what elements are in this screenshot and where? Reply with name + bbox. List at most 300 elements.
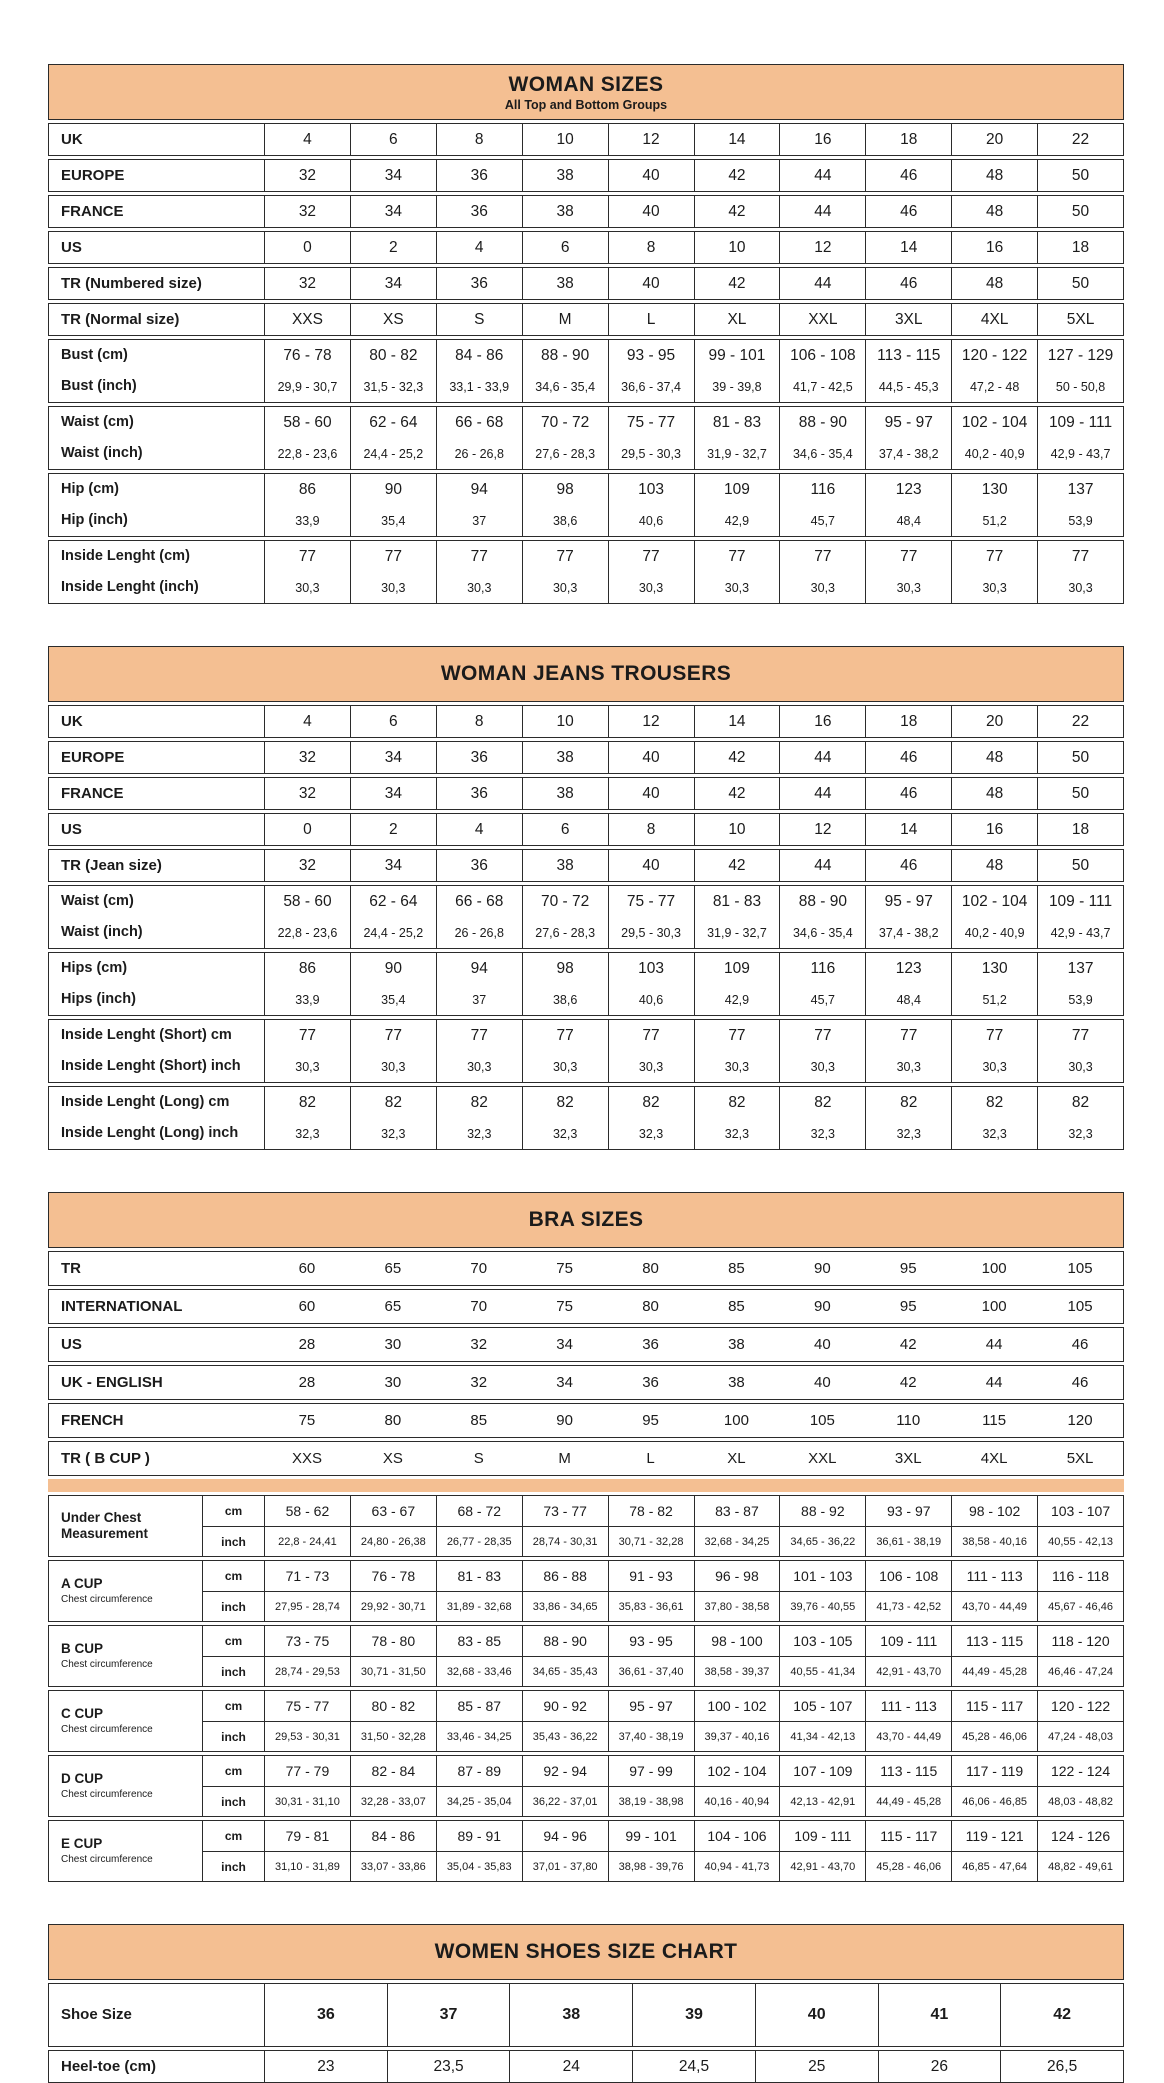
size-value-cell: 29,5 - 30,3 bbox=[608, 438, 694, 469]
size-value-cell: 111 - 113 bbox=[951, 1561, 1037, 1591]
size-value-cell: 29,92 - 30,71 bbox=[350, 1591, 436, 1621]
row-label-primary: Hip (cm) bbox=[61, 481, 119, 498]
size-value-cell: 30 bbox=[384, 1336, 402, 1353]
unit-cell-cm: cm bbox=[202, 1821, 264, 1851]
size-value-cell: 42 bbox=[694, 268, 780, 299]
size-value-cell: 50 bbox=[1037, 742, 1123, 773]
row-label-primary: Inside Lenght (Long) cm bbox=[61, 1094, 230, 1111]
unit-cell-inch: inch bbox=[202, 1786, 264, 1816]
size-value-cell: 30,3 bbox=[1037, 1051, 1123, 1082]
size-value-cell: 45,7 bbox=[779, 984, 865, 1015]
size-value-cell: 6 bbox=[522, 814, 608, 845]
size-value-cell: 90 bbox=[350, 474, 436, 505]
size-value-cell: 40 bbox=[608, 778, 694, 809]
size-value-cell: 84 - 86 bbox=[350, 1821, 436, 1851]
size-value-cell: 38,6 bbox=[522, 505, 608, 536]
size-value-cell: 40 bbox=[608, 850, 694, 881]
size-value-cell: 123 bbox=[865, 474, 951, 505]
size-value-cell: 60 bbox=[298, 1260, 316, 1277]
size-value-cell: 32 bbox=[264, 268, 350, 299]
size-value-cell: 30,3 bbox=[436, 572, 522, 603]
row-label-secondary: Chest circumference bbox=[61, 1724, 153, 1735]
row-label: FRENCH bbox=[61, 1411, 124, 1429]
size-value-cell: 31,9 - 32,7 bbox=[694, 917, 780, 948]
size-value-cell: 50 - 50,8 bbox=[1037, 371, 1123, 402]
row-label bbox=[49, 1756, 202, 1816]
size-value-cell: 39,37 - 40,16 bbox=[694, 1721, 780, 1751]
size-value-cell: 111 - 113 bbox=[865, 1691, 951, 1721]
size-value-cell: 77 bbox=[436, 541, 522, 572]
row-label-secondary: Hip (inch) bbox=[61, 512, 128, 529]
under-chest-measurement-row bbox=[48, 1495, 1124, 1557]
international-row bbox=[48, 1289, 1124, 1324]
size-value-cell: 34 bbox=[350, 160, 436, 191]
size-value-cell: 42,13 - 42,91 bbox=[779, 1786, 865, 1816]
size-value-cell: 44 bbox=[779, 268, 865, 299]
size-value-cell: 46 bbox=[865, 268, 951, 299]
size-value-cell: 46 bbox=[865, 850, 951, 881]
size-value-cell: 37,01 - 37,80 bbox=[522, 1851, 608, 1881]
e-cup-row bbox=[48, 1820, 1124, 1882]
size-value-cell: 10 bbox=[694, 232, 780, 263]
size-value-cell: 27,6 - 28,3 bbox=[522, 917, 608, 948]
row-label: Heel-toe (cm) bbox=[61, 2057, 157, 2075]
size-value-cell: 104 - 106 bbox=[694, 1821, 780, 1851]
size-value-cell: 42,91 - 43,70 bbox=[779, 1851, 865, 1881]
row-label bbox=[49, 1691, 202, 1751]
size-value-cell: 32,28 - 33,07 bbox=[350, 1786, 436, 1816]
size-value-cell: 58 - 60 bbox=[264, 407, 350, 438]
size-value-cell: 45,28 - 46,06 bbox=[951, 1721, 1037, 1751]
size-value-cell: 130 bbox=[951, 953, 1037, 984]
size-value-cell: 33,07 - 33,86 bbox=[350, 1851, 436, 1881]
size-value-cell: 95 bbox=[899, 1260, 917, 1277]
size-value-cell: 16 bbox=[951, 814, 1037, 845]
row-label-primary: Bust (cm) bbox=[61, 347, 128, 364]
size-value-cell: 40 bbox=[755, 1984, 878, 2046]
size-value-cell: 117 - 119 bbox=[951, 1756, 1037, 1786]
size-value-cell: 44 bbox=[779, 196, 865, 227]
size-value-cell: 109 - 111 bbox=[1037, 407, 1123, 438]
size-value-cell: 60 bbox=[298, 1298, 316, 1315]
row-label-primary: Waist (cm) bbox=[61, 414, 134, 431]
row-label-secondary: Waist (inch) bbox=[61, 445, 143, 462]
france-row bbox=[48, 195, 1124, 228]
size-value-cell: 62 - 64 bbox=[350, 407, 436, 438]
size-value-cell: 83 - 87 bbox=[694, 1496, 780, 1526]
row-label bbox=[49, 1087, 264, 1149]
size-value-cell: 66 - 68 bbox=[436, 407, 522, 438]
size-value-cell: 46 bbox=[865, 196, 951, 227]
size-value-cell: 73 - 77 bbox=[522, 1496, 608, 1526]
size-value-cell: 36 bbox=[436, 850, 522, 881]
size-value-cell: 42 bbox=[694, 742, 780, 773]
size-value-cell: 44 bbox=[779, 850, 865, 881]
size-value-cell: 30,31 - 31,10 bbox=[264, 1786, 350, 1816]
size-value-cell: 24 bbox=[509, 2051, 632, 2082]
size-value-cell: 82 bbox=[522, 1087, 608, 1118]
size-value-cell: 77 bbox=[522, 1020, 608, 1051]
size-value-cell: 93 - 95 bbox=[608, 1626, 694, 1656]
size-value-cell: 44,49 - 45,28 bbox=[951, 1656, 1037, 1686]
size-value-cell: 35,83 - 36,61 bbox=[608, 1591, 694, 1621]
size-value-cell: 42,91 - 43,70 bbox=[865, 1656, 951, 1686]
size-value-cell: 20 bbox=[951, 706, 1037, 737]
size-value-cell: 77 bbox=[522, 541, 608, 572]
size-value-cell: 38 bbox=[522, 160, 608, 191]
size-value-cell: 32,3 bbox=[264, 1118, 350, 1149]
unit-cell-cm: cm bbox=[202, 1496, 264, 1526]
size-value-cell: 47,24 - 48,03 bbox=[1037, 1721, 1123, 1751]
unit-cell-cm: cm bbox=[202, 1691, 264, 1721]
size-value-cell: XXL bbox=[779, 304, 865, 335]
french-row bbox=[48, 1403, 1124, 1438]
size-value-cell: 32 bbox=[264, 850, 350, 881]
size-value-cell: 82 bbox=[436, 1087, 522, 1118]
bra-sizes-title: BRA SIZES bbox=[528, 1208, 644, 1231]
size-value-cell: 84 - 86 bbox=[436, 340, 522, 371]
row-label bbox=[49, 1020, 264, 1082]
size-value-cell: 27,95 - 28,74 bbox=[264, 1591, 350, 1621]
size-value-cell: 90 bbox=[350, 953, 436, 984]
size-value-cell: 90 - 92 bbox=[522, 1691, 608, 1721]
size-value-cell: 120 - 122 bbox=[951, 340, 1037, 371]
size-value-cell: 44 bbox=[779, 160, 865, 191]
size-value-cell: 77 bbox=[1037, 1020, 1123, 1051]
size-value-cell: 18 bbox=[865, 124, 951, 155]
size-value-cell: 137 bbox=[1037, 474, 1123, 505]
row-label: TR (Jean size) bbox=[61, 856, 162, 874]
size-value-cell: 76 - 78 bbox=[350, 1561, 436, 1591]
size-value-cell: 77 bbox=[779, 541, 865, 572]
size-value-cell: 32,3 bbox=[779, 1118, 865, 1149]
row-label bbox=[49, 886, 264, 948]
size-value-cell: 48 bbox=[951, 850, 1037, 881]
size-value-cell: 46,46 - 47,24 bbox=[1037, 1656, 1123, 1686]
size-value-cell: 35,43 - 36,22 bbox=[522, 1721, 608, 1751]
size-value-cell: 50 bbox=[1037, 196, 1123, 227]
size-value-cell: 103 - 105 bbox=[779, 1626, 865, 1656]
size-value-cell: 4 bbox=[436, 814, 522, 845]
woman-jeans-trousers-title: WOMAN JEANS TROUSERS bbox=[440, 662, 732, 685]
size-value-cell: 34 bbox=[350, 778, 436, 809]
size-value-cell: 22,8 - 23,6 bbox=[264, 438, 350, 469]
row-label-secondary: Inside Lenght (Short) inch bbox=[61, 1058, 241, 1075]
size-value-cell: 81 - 83 bbox=[694, 886, 780, 917]
row-label: UK bbox=[61, 130, 83, 148]
size-value-cell: 45,28 - 46,06 bbox=[865, 1851, 951, 1881]
size-value-cell: 42 bbox=[899, 1336, 917, 1353]
size-value-cell: 30,3 bbox=[865, 1051, 951, 1082]
size-value-cell: 23,5 bbox=[387, 2051, 510, 2082]
size-value-cell: 44,49 - 45,28 bbox=[865, 1786, 951, 1816]
d-cup-row bbox=[48, 1755, 1124, 1817]
woman-jeans-trousers-header bbox=[48, 646, 1124, 702]
size-value-cell: 102 - 104 bbox=[951, 407, 1037, 438]
size-value-cell: 113 - 115 bbox=[865, 340, 951, 371]
row-label bbox=[49, 407, 264, 469]
size-value-cell: 50 bbox=[1037, 160, 1123, 191]
size-value-cell: 36 bbox=[642, 1374, 659, 1391]
size-value-cell: 34 bbox=[350, 850, 436, 881]
size-value-cell: 82 bbox=[865, 1087, 951, 1118]
size-value-cell: 82 bbox=[608, 1087, 694, 1118]
size-value-cell: 36,61 - 38,19 bbox=[865, 1526, 951, 1556]
tr-numbered-size-row bbox=[48, 267, 1124, 300]
size-value-cell: 48,4 bbox=[865, 505, 951, 536]
size-value-cell: 37 bbox=[436, 505, 522, 536]
size-value-cell: 28,74 - 29,53 bbox=[264, 1656, 350, 1686]
size-value-cell: 14 bbox=[694, 706, 780, 737]
size-value-cell: 38,58 - 39,37 bbox=[694, 1656, 780, 1686]
row-label-secondary: Inside Lenght (inch) bbox=[61, 579, 199, 596]
size-value-cell: 36 bbox=[436, 778, 522, 809]
row-label bbox=[49, 474, 264, 536]
size-value-cell: 38 bbox=[728, 1336, 745, 1353]
size-value-cell: 30,3 bbox=[436, 1051, 522, 1082]
row-label bbox=[49, 1626, 202, 1686]
hip-cm-row bbox=[48, 473, 1124, 537]
size-value-cell: 3XL bbox=[894, 1450, 922, 1467]
size-value-cell: 34,6 - 35,4 bbox=[522, 371, 608, 402]
row-label: FRANCE bbox=[61, 202, 124, 220]
size-value-cell: 37 bbox=[436, 984, 522, 1015]
size-value-cell: 26,77 - 28,35 bbox=[436, 1526, 522, 1556]
size-value-cell: 36 bbox=[436, 268, 522, 299]
size-value-cell: 32,68 - 34,25 bbox=[694, 1526, 780, 1556]
size-value-cell: XS bbox=[382, 1450, 403, 1467]
size-value-cell: 32 bbox=[264, 196, 350, 227]
row-label: UK bbox=[61, 712, 83, 730]
size-value-cell: 80 - 82 bbox=[350, 340, 436, 371]
size-value-cell: 82 bbox=[1037, 1087, 1123, 1118]
size-value-cell: 46 bbox=[865, 778, 951, 809]
size-value-cell: 46 bbox=[1071, 1374, 1089, 1391]
size-value-cell: 35,4 bbox=[350, 984, 436, 1015]
bra-sizes-header bbox=[48, 1192, 1124, 1248]
size-value-cell: 77 bbox=[608, 541, 694, 572]
size-value-cell: 85 bbox=[728, 1298, 745, 1315]
us-row bbox=[48, 231, 1124, 264]
size-value-cell: 66 - 68 bbox=[436, 886, 522, 917]
size-value-cell: 31,50 - 32,28 bbox=[350, 1721, 436, 1751]
size-value-cell: 23 bbox=[264, 2051, 387, 2082]
size-value-cell: 109 - 111 bbox=[1037, 886, 1123, 917]
row-label: TR (Numbered size) bbox=[61, 274, 202, 292]
size-value-cell: 32,3 bbox=[522, 1118, 608, 1149]
size-value-cell: 120 bbox=[1067, 1412, 1093, 1429]
size-value-cell: 30 bbox=[384, 1374, 402, 1391]
size-value-cell: 77 bbox=[865, 1020, 951, 1051]
woman-sizes-rows bbox=[48, 123, 1124, 604]
size-value-cell: 22 bbox=[1037, 124, 1123, 155]
row-label: US bbox=[61, 1335, 82, 1353]
size-value-cell: 30,3 bbox=[1037, 572, 1123, 603]
row-label bbox=[49, 953, 264, 1015]
size-value-cell: 116 bbox=[779, 474, 865, 505]
size-value-cell: 16 bbox=[951, 232, 1037, 263]
size-value-cell: 40,6 bbox=[608, 505, 694, 536]
size-value-cell: 44 bbox=[779, 778, 865, 809]
size-value-cell: 26 bbox=[878, 2051, 1001, 2082]
size-value-cell: 113 - 115 bbox=[865, 1756, 951, 1786]
size-value-cell: 42 bbox=[694, 196, 780, 227]
size-value-cell: 30,3 bbox=[951, 1051, 1037, 1082]
size-value-cell: 30,3 bbox=[350, 1051, 436, 1082]
france-row bbox=[48, 777, 1124, 810]
size-value-cell: 41,34 - 42,13 bbox=[779, 1721, 865, 1751]
size-value-cell: 88 - 90 bbox=[779, 407, 865, 438]
size-value-cell: 80 bbox=[384, 1412, 402, 1429]
size-value-cell: 20 bbox=[951, 124, 1037, 155]
size-value-cell: 37,4 - 38,2 bbox=[865, 438, 951, 469]
size-value-cell: 32 bbox=[470, 1374, 488, 1391]
size-value-cell: 102 - 104 bbox=[694, 1756, 780, 1786]
size-value-cell: 34,25 - 35,04 bbox=[436, 1786, 522, 1816]
size-value-cell: 58 - 62 bbox=[264, 1496, 350, 1526]
size-value-cell: 8 bbox=[608, 814, 694, 845]
size-value-cell: 119 - 121 bbox=[951, 1821, 1037, 1851]
size-value-cell: 41,73 - 42,52 bbox=[865, 1591, 951, 1621]
size-value-cell: 38 bbox=[522, 778, 608, 809]
size-value-cell: 31,9 - 32,7 bbox=[694, 438, 780, 469]
size-value-cell: 123 bbox=[865, 953, 951, 984]
size-value-cell: 77 bbox=[436, 1020, 522, 1051]
unit-cell-cm: cm bbox=[202, 1561, 264, 1591]
size-value-cell: 82 - 84 bbox=[350, 1756, 436, 1786]
row-label bbox=[49, 1561, 202, 1621]
row-label-primary: Waist (cm) bbox=[61, 893, 134, 910]
row-label-primary: E CUP bbox=[61, 1836, 103, 1852]
size-value-cell: 5XL bbox=[1037, 304, 1123, 335]
size-value-cell: 27,6 - 28,3 bbox=[522, 438, 608, 469]
size-value-cell: 46,06 - 46,85 bbox=[951, 1786, 1037, 1816]
size-value-cell: 45,67 - 46,46 bbox=[1037, 1591, 1123, 1621]
size-value-cell: 79 - 81 bbox=[264, 1821, 350, 1851]
size-value-cell: 40 bbox=[608, 742, 694, 773]
row-label-secondary: Chest circumference bbox=[61, 1854, 153, 1865]
size-value-cell: 75 bbox=[298, 1412, 316, 1429]
size-value-cell: 32 bbox=[264, 160, 350, 191]
size-value-cell: 47,2 - 48 bbox=[951, 371, 1037, 402]
size-value-cell: 33,1 - 33,9 bbox=[436, 371, 522, 402]
hips-cm-row bbox=[48, 952, 1124, 1016]
size-value-cell: 40,55 - 41,34 bbox=[779, 1656, 865, 1686]
size-value-cell: 93 - 95 bbox=[608, 340, 694, 371]
size-value-cell: 105 bbox=[1067, 1260, 1093, 1277]
size-value-cell: 14 bbox=[694, 124, 780, 155]
size-value-cell: 40,55 - 42,13 bbox=[1037, 1526, 1123, 1556]
size-value-cell: 86 - 88 bbox=[522, 1561, 608, 1591]
size-value-cell: 48 bbox=[951, 196, 1037, 227]
tr-b-cup-row bbox=[48, 1441, 1124, 1476]
size-value-cell: 30,3 bbox=[264, 1051, 350, 1082]
size-value-cell: XL bbox=[694, 304, 780, 335]
size-value-cell: 3XL bbox=[865, 304, 951, 335]
size-value-cell: 12 bbox=[608, 124, 694, 155]
size-value-cell: 38,98 - 39,76 bbox=[608, 1851, 694, 1881]
size-value-cell: 28,74 - 30,31 bbox=[522, 1526, 608, 1556]
uk-row bbox=[48, 705, 1124, 738]
size-value-cell: 98 bbox=[522, 474, 608, 505]
size-value-cell: 40,94 - 41,73 bbox=[694, 1851, 780, 1881]
size-value-cell: 53,9 bbox=[1037, 984, 1123, 1015]
size-value-cell: 34 bbox=[556, 1374, 573, 1391]
size-value-cell: 50 bbox=[1037, 268, 1123, 299]
size-value-cell: 95 bbox=[899, 1298, 917, 1315]
size-value-cell: 25 bbox=[755, 2051, 878, 2082]
size-value-cell: 90 bbox=[814, 1298, 831, 1315]
size-value-cell: 89 - 91 bbox=[436, 1821, 522, 1851]
size-value-cell: 105 - 107 bbox=[779, 1691, 865, 1721]
size-value-cell: 38 bbox=[522, 850, 608, 881]
size-value-cell: M bbox=[522, 304, 608, 335]
size-value-cell: 116 bbox=[779, 953, 865, 984]
size-value-cell: 40 bbox=[608, 268, 694, 299]
size-value-cell: 70 - 72 bbox=[522, 407, 608, 438]
size-value-cell: 109 - 111 bbox=[779, 1821, 865, 1851]
size-value-cell: 32,3 bbox=[436, 1118, 522, 1149]
size-value-cell: 100 - 102 bbox=[694, 1691, 780, 1721]
size-value-cell: 4XL bbox=[980, 1450, 1008, 1467]
row-label: INTERNATIONAL bbox=[61, 1297, 183, 1315]
row-label: TR (Normal size) bbox=[61, 310, 180, 328]
women-shoes-size-chart-header bbox=[48, 1924, 1124, 1980]
size-value-cell: 80 - 82 bbox=[350, 1691, 436, 1721]
size-value-cell: 48 bbox=[951, 160, 1037, 191]
size-value-cell: 34 bbox=[350, 742, 436, 773]
size-value-cell: 51,2 bbox=[951, 505, 1037, 536]
size-value-cell: 8 bbox=[608, 232, 694, 263]
row-label: US bbox=[61, 820, 82, 838]
size-value-cell: 115 bbox=[982, 1412, 1007, 1429]
size-value-cell: 101 - 103 bbox=[779, 1561, 865, 1591]
size-value-cell: 40,2 - 40,9 bbox=[951, 438, 1037, 469]
size-value-cell: 38,6 bbox=[522, 984, 608, 1015]
size-value-cell: 22 bbox=[1037, 706, 1123, 737]
size-value-cell: 30,71 - 32,28 bbox=[608, 1526, 694, 1556]
size-value-cell: 36,61 - 37,40 bbox=[608, 1656, 694, 1686]
row-label-secondary: Hips (inch) bbox=[61, 991, 136, 1008]
size-value-cell: 39 - 39,8 bbox=[694, 371, 780, 402]
size-value-cell: 14 bbox=[865, 814, 951, 845]
woman-sizes-header bbox=[48, 64, 1124, 120]
size-value-cell: 78 - 82 bbox=[608, 1496, 694, 1526]
size-value-cell: 94 - 96 bbox=[522, 1821, 608, 1851]
size-value-cell: 32 bbox=[264, 778, 350, 809]
size-value-cell: 5XL bbox=[1066, 1450, 1094, 1467]
size-value-cell: 82 bbox=[951, 1087, 1037, 1118]
size-value-cell: 95 bbox=[642, 1412, 659, 1429]
size-value-cell: 6 bbox=[522, 232, 608, 263]
inside-lenght-cm-row bbox=[48, 540, 1124, 604]
tr-row bbox=[48, 1251, 1124, 1286]
size-value-cell: 137 bbox=[1037, 953, 1123, 984]
size-value-cell: 34,6 - 35,4 bbox=[779, 917, 865, 948]
size-value-cell: 42 bbox=[694, 850, 780, 881]
size-value-cell: 40,2 - 40,9 bbox=[951, 917, 1037, 948]
unit-cell-inch: inch bbox=[202, 1851, 264, 1881]
size-value-cell: 34 bbox=[350, 268, 436, 299]
size-value-cell: 116 - 118 bbox=[1037, 1561, 1123, 1591]
size-value-cell: 32,3 bbox=[1037, 1118, 1123, 1149]
size-value-cell: 29,9 - 30,7 bbox=[264, 371, 350, 402]
size-value-cell: 39,76 - 40,55 bbox=[779, 1591, 865, 1621]
size-value-cell: 32,3 bbox=[350, 1118, 436, 1149]
size-value-cell: 41 bbox=[878, 1984, 1001, 2046]
size-value-cell: 22,8 - 24,41 bbox=[264, 1526, 350, 1556]
size-value-cell: 85 bbox=[470, 1412, 488, 1429]
